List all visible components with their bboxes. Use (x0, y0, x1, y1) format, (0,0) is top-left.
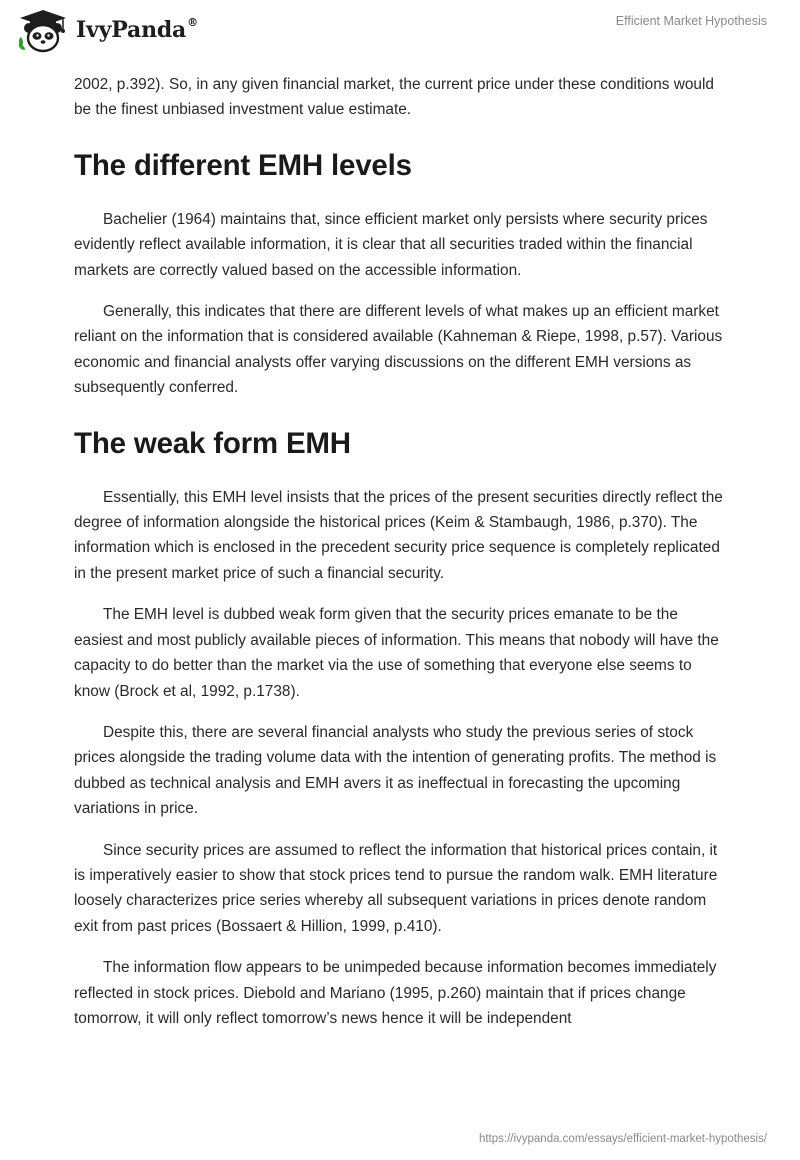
paragraph: Bachelier (1964) maintains that, since efficient market only persists where security prices evidently reflect available information, it is clear that all securities traded within the financial markets are correctly valued based on the accessible information. (74, 210, 708, 279)
document-title: Efficient Market Hypothesis (615, 14, 767, 28)
paragraph: The information flow appears to be unimpeded because information becomes immediately reflected in stock prices. Diebold and Mariano (1995, p.260) maintain that if prices change tomorrow, it will only reflect tomorrow’s news hence it will be independent (74, 959, 717, 1027)
logo-wordmark (76, 17, 198, 43)
paragraph: The EMH level is dubbed weak form given that the security prices emanate to be the easiest and most publicly available pieces of information. This means that nobody will have the capacity to do better than the market via the use of something that everyone else seems to know (Brock et al, 1992, p.1738). (74, 606, 719, 700)
ivypanda-logo[interactable] (16, 8, 198, 54)
paragraph: Despite this, there are several financial analysts who study the previous series of stock prices alongside the trading volume data with the intention of generating profits. The method is dubbed as technical analysis and EMH avers it as ineffectual in forecasting the upcoming variations in price. (74, 723, 717, 818)
section-heading-weak-form: The weak form EMH (74, 426, 351, 460)
page-header (0, 0, 800, 62)
intro-paragraph: 2002, p.392). So, in any given financial market, the current price under these conditions would be the finest unbiased investment value estimate. (74, 76, 714, 119)
paragraph: Generally, this indicates that there are different levels of what makes up an efficient market reliant on the information that is considered available (Kahneman & Riepe, 1998, p.57). Various economic and financial analysts offer varying discussions on the different EMH versions as subsequently conferred. (74, 303, 723, 397)
paragraph: Essentially, this EMH level insists that the prices of the present securities directly reflect the degree of information alongside the historical prices (Keim & Stambaugh, 1986, p.370). The information which is enclosed in the precedent security price sequence is completely replicated in the present market price of such a financial security. (74, 488, 723, 582)
source-url[interactable]: https://ivypanda.com/essays/efficient-market-hypothesis/ (478, 1133, 767, 1145)
essay-body (74, 72, 726, 1047)
panda-graduate-icon (16, 8, 70, 54)
registered-mark: ® (187, 15, 198, 29)
paragraph: Since security prices are assumed to reflect the information that historical prices contain, it is imperatively easier to show that stock prices tend to pursue the random walk. EMH literature loosely characterizes price series whereby all subsequent variations in prices denote random exit from past prices (Bossaert & Hillion, 1999, p.410). (74, 841, 718, 935)
section-heading-emh-levels: The different EMH levels (74, 148, 412, 182)
logo-name: IvyPanda (76, 17, 187, 43)
